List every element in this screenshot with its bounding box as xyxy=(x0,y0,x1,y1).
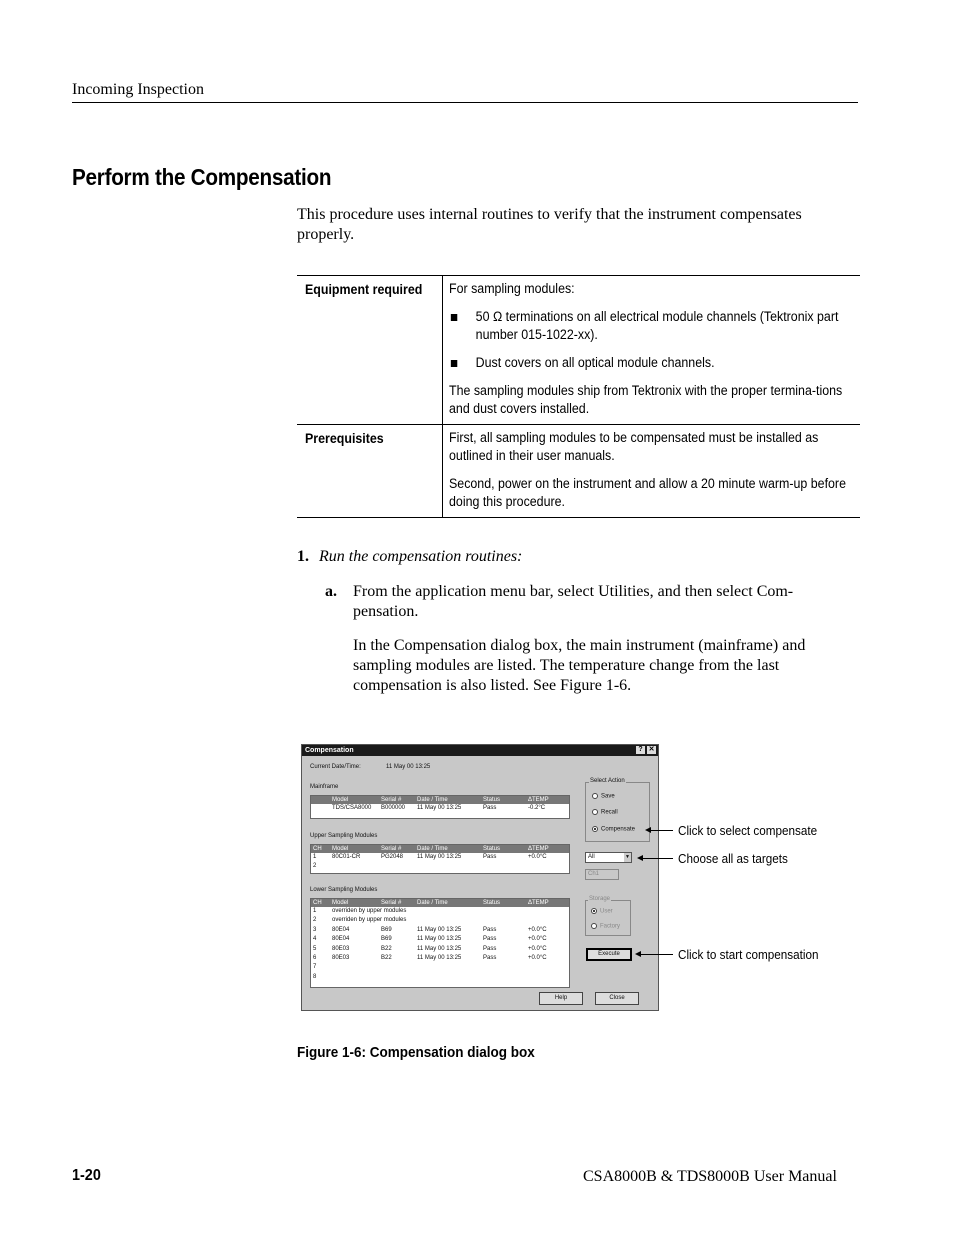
help-icon[interactable]: ? xyxy=(636,746,645,754)
close-button[interactable]: Close xyxy=(595,992,639,1005)
dialog-titlebar: Compensation xyxy=(302,745,658,756)
prereq-second: Second, power on the instrument and allow a 20 minute warm-up before doing this procedure. xyxy=(449,476,846,509)
table-row-prerequisites xyxy=(297,424,860,517)
select-action-label: Select Action xyxy=(590,778,625,784)
bullet-square-icon xyxy=(451,360,457,367)
table-row-equipment xyxy=(297,276,860,424)
mainframe-grid[interactable] xyxy=(310,795,570,819)
upper-modules-grid[interactable] xyxy=(310,844,570,874)
requirements-table xyxy=(297,275,860,518)
channel-select: Ch1 xyxy=(585,869,619,880)
grid-header: CH Model Serial # Date / Time Status ΔTEMP xyxy=(311,899,569,907)
target-select[interactable]: All xyxy=(585,852,632,863)
table-label-prerequisites: Prerequisites xyxy=(297,425,443,517)
radio-user: User xyxy=(591,908,613,915)
callout-line xyxy=(641,954,673,955)
datetime-value: 11 May 00 13:25 xyxy=(386,764,431,770)
table-row[interactable]: 8 xyxy=(313,973,317,980)
list-item: 50 Ω terminations on all electrical module channels (Tektronix part number 015-1022-xx). xyxy=(449,308,851,344)
table-row[interactable]: 3 80E04 B69 11 May 00 13:25 Pass +0.0°C xyxy=(313,926,547,933)
table-row[interactable]: 2 overriden by upper modules xyxy=(313,917,407,924)
radio-compensate[interactable]: Compensate xyxy=(592,826,635,833)
grid-header: CH Model Serial # Date / Time Status ΔTEMP xyxy=(311,845,569,853)
table-row[interactable]: 7 xyxy=(313,964,317,971)
callout-execute: Click to start compensation xyxy=(678,947,819,962)
lower-modules-label: Lower Sampling Modules xyxy=(310,887,378,893)
callout-line xyxy=(643,858,673,859)
list-item: Dust covers on all optical module channels. xyxy=(449,354,851,372)
table-row[interactable]: TDS/CSA8000 B000000 11 May 00 13:25 Pass -0.2°C xyxy=(332,805,546,811)
radio-factory: Factory xyxy=(591,923,620,930)
compensation-dialog xyxy=(301,744,659,1011)
page-number: 1-20 xyxy=(72,1167,101,1184)
table-cell-prerequisites xyxy=(443,425,860,517)
step-a-paragraph-1: From the application menu bar, select Utilities, and then select Com-pensation. xyxy=(353,583,794,620)
equipment-note: The sampling modules ship from Tektronix with the proper termina-tions and dust covers installed. xyxy=(449,383,843,416)
figure-caption: Figure 1-6: Compensation dialog box xyxy=(297,1044,535,1061)
table-row[interactable]: 2 xyxy=(313,863,317,870)
equipment-lead: For sampling modules: xyxy=(449,281,575,296)
table-row[interactable]: 1 80C01-CR PG2048 11 May 00 13:25 Pass +0.0°C xyxy=(313,854,547,860)
step-text: Run the compensation routines: xyxy=(319,548,523,565)
prereq-first: First, all sampling modules to be compensated must be installed as outlined in their user manuals. xyxy=(449,430,819,463)
mainframe-label: Mainframe xyxy=(310,784,339,790)
bullet-square-icon xyxy=(451,314,457,321)
grid-header: Model Serial # Date / Time Status ΔTEMP xyxy=(311,796,569,804)
table-cell-equipment xyxy=(443,276,860,424)
help-button[interactable]: Help xyxy=(539,992,583,1005)
callout-compensate: Click to select compensate xyxy=(678,823,818,838)
table-row[interactable]: 6 80E03 B22 11 May 00 13:25 Pass +0.0°C xyxy=(313,954,547,961)
datetime-label: Current Date/Time: xyxy=(310,764,361,770)
running-header: Incoming Inspection xyxy=(72,81,204,98)
radio-recall[interactable]: Recall xyxy=(592,809,618,816)
header-rule xyxy=(72,102,858,103)
step-letter: a. xyxy=(325,583,337,600)
callout-targets: Choose all as targets xyxy=(678,851,788,866)
execute-button[interactable]: Execute xyxy=(586,948,632,961)
callout-line xyxy=(651,830,673,831)
step-1 xyxy=(297,548,522,566)
table-row[interactable]: 1 overriden by upper modules xyxy=(313,908,407,914)
chevron-down-icon[interactable]: ▼ xyxy=(625,854,630,860)
table-row[interactable]: 5 80E03 B22 11 May 00 13:25 Pass +0.0°C xyxy=(313,945,547,952)
table-row[interactable]: 4 80E04 B69 11 May 00 13:25 Pass +0.0°C xyxy=(313,936,547,943)
storage-group xyxy=(585,900,631,936)
storage-label: Storage xyxy=(589,896,611,902)
table-label-equipment: Equipment required xyxy=(297,276,443,424)
lower-modules-grid[interactable] xyxy=(310,898,570,988)
close-icon[interactable]: ✕ xyxy=(648,746,655,753)
upper-modules-label: Upper Sampling Modules xyxy=(310,833,378,839)
radio-save[interactable]: Save xyxy=(592,793,615,800)
step-number: 1. xyxy=(297,548,309,565)
manual-title: CSA8000B & TDS8000B User Manual xyxy=(583,1168,837,1185)
step-a xyxy=(325,582,835,710)
step-a-paragraph-2: In the Compensation dialog box, the main instrument (mainframe) and sampling modules are listed. The temperature change from the last compensation is also listed. See Figure 1-6. xyxy=(353,637,806,694)
section-title: Perform the Compensation xyxy=(72,164,332,190)
intro-paragraph: This procedure uses internal routines to verify that the instrument compensates properly. xyxy=(297,206,802,243)
